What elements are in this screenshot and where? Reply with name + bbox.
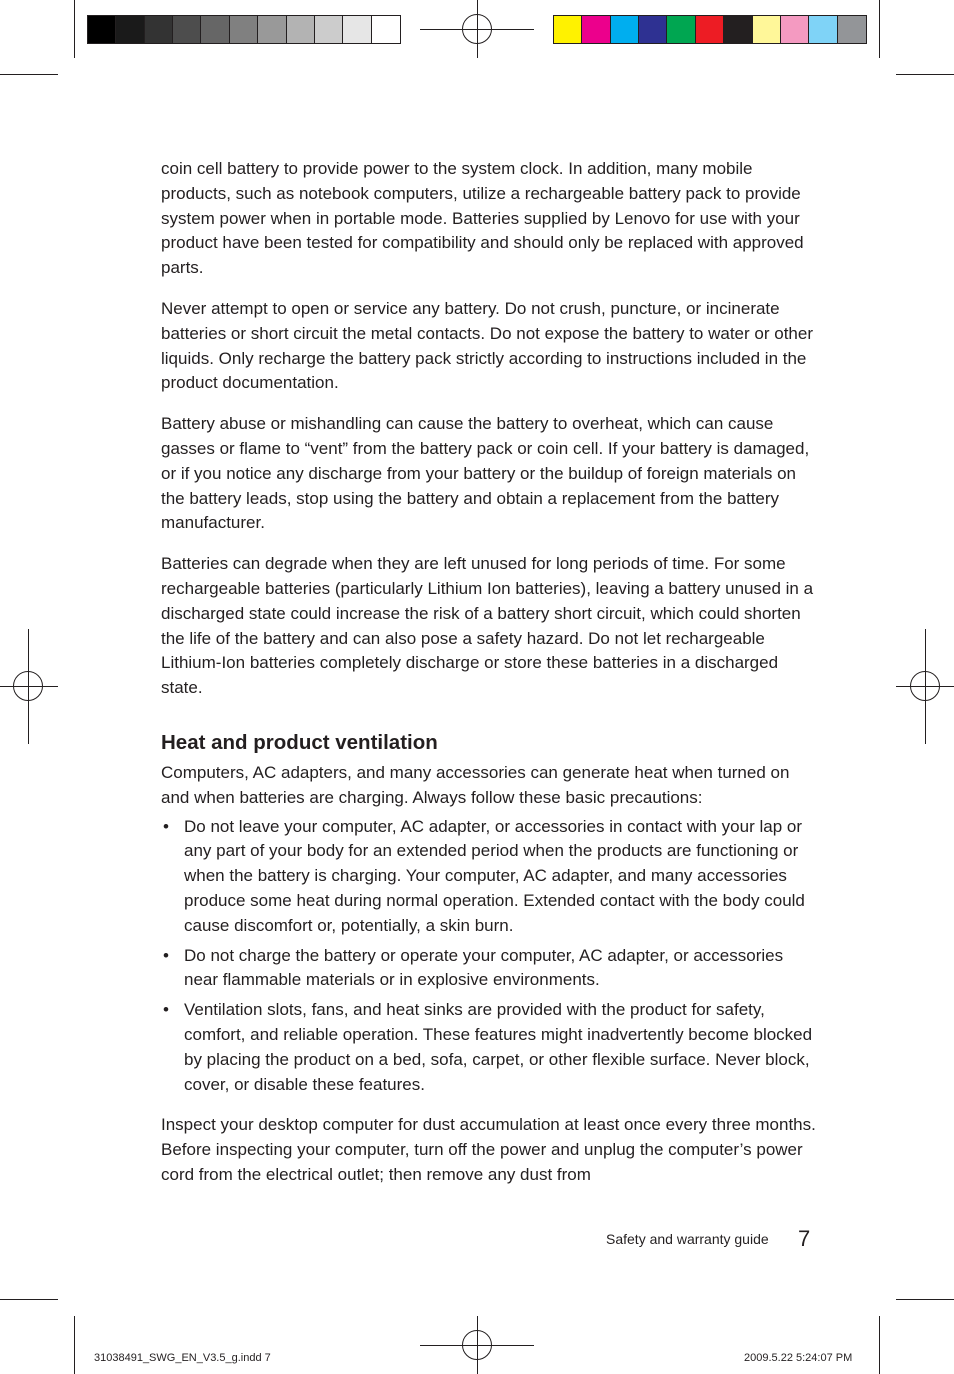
paragraph: coin cell battery to provide power to the system clock. In addition, many mobile products, such as notebook computers, utilize a rechargeable battery pack to provide system power when in portable mode. Batteries supplied by Lenovo for use with your product have been tested for compatibility and should only be replaced with approved parts. <box>161 159 804 278</box>
paragraph: Inspect your desktop computer for dust accumulation at least once every three months. Before inspecting your computer, turn off the power and unplug the computer’s power cord from the electrical outlet; then remove any dust from <box>161 1115 816 1184</box>
crop-mark <box>74 1316 75 1374</box>
color-swatch <box>315 16 343 43</box>
registration-circle <box>910 671 940 701</box>
crop-mark <box>0 1299 58 1300</box>
color-swatch <box>724 16 752 43</box>
footer-guide-title: Safety and warranty guide <box>606 1231 769 1247</box>
page-content <box>161 157 816 1204</box>
color-swatch <box>667 16 695 43</box>
crop-mark <box>0 74 58 75</box>
color-swatch <box>343 16 371 43</box>
crop-mark <box>896 1299 954 1300</box>
color-swatch <box>116 16 144 43</box>
slug-timestamp: 2009.5.22 5:24:07 PM <box>744 1352 853 1364</box>
registration-circle <box>13 671 43 701</box>
crop-mark <box>879 0 880 58</box>
color-swatch <box>753 16 781 43</box>
slug-filename: 31038491_SWG_EN_V3.5_g.indd 7 <box>94 1352 271 1364</box>
precautions-list <box>161 815 816 1098</box>
list-item: • Do not charge the battery or operate your computer, AC adapter, or accessories near flammable materials or in explosive environments. <box>161 944 816 994</box>
list-item: • Do not leave your computer, AC adapter, or accessories in contact with your lap or any part of your body for an extended period when the products are functioning or when the battery is charging. Your computer, AC adapter, and many accessories produce some heat during normal operation. Extended contact with the body could cause discomfort or, potentially, a skin burn. <box>161 815 816 939</box>
paragraph: Battery abuse or mishandling can cause the battery to overheat, which can cause gasses or flame to “vent” from the battery pack or coin cell. If your battery is damaged, or if you notice any discharge from your battery or the buildup of foreign materials on the battery leads, stop using the battery and obtain a replacement from the battery manufacturer. <box>161 414 810 533</box>
color-swatch <box>639 16 667 43</box>
color-swatch <box>201 16 229 43</box>
section-intro: Computers, AC adapters, and many accessories can generate heat when turned on and when batteries are charging. Always follow these basic precautions: <box>161 762 790 807</box>
crop-mark <box>896 74 954 75</box>
color-swatch <box>582 16 610 43</box>
color-swatch <box>809 16 837 43</box>
crop-mark <box>879 1316 880 1374</box>
registration-circle <box>462 1330 492 1360</box>
color-swatch <box>696 16 724 43</box>
paragraph: Never attempt to open or service any battery. Do not crush, puncture, or incinerate batteries or short circuit the metal contacts. Do not expose the battery to water or other liquids. Only recharge the battery pack strictly according to instructions included in the product documentation. <box>161 298 813 393</box>
registration-circle <box>462 14 492 44</box>
color-swatch <box>372 16 400 43</box>
section-heading: Heat and product ventilation <box>161 730 438 754</box>
color-swatch <box>88 16 116 43</box>
color-swatch <box>145 16 173 43</box>
process-color-bar <box>553 15 867 44</box>
color-swatch <box>173 16 201 43</box>
grayscale-color-bar <box>87 15 401 44</box>
color-swatch <box>230 16 258 43</box>
color-swatch <box>611 16 639 43</box>
color-swatch <box>781 16 809 43</box>
color-swatch <box>258 16 286 43</box>
list-item: • Ventilation slots, fans, and heat sinks are provided with the product for safety, comfort, and reliable operation. These features might inadvertently become blocked by placing the product on a bed, sofa, carpet, or other flexible surface. Never block, cover, or disable these features. <box>161 998 816 1097</box>
page-number: 7 <box>798 1226 811 1251</box>
crop-mark <box>74 0 75 58</box>
paragraph: Batteries can degrade when they are left unused for long periods of time. For some rechargeable batteries (particularly Lithium Ion batteries), leaving a battery unused in a discharged state could increase the risk of a battery short circuit, which could shorten the life of the battery and can also pose a safety hazard. Do not let rechargeable Lithium-Ion batteries completely discharge or store these batteries in a discharged state. <box>161 554 814 698</box>
color-swatch <box>838 16 866 43</box>
color-swatch <box>287 16 315 43</box>
color-swatch <box>554 16 582 43</box>
